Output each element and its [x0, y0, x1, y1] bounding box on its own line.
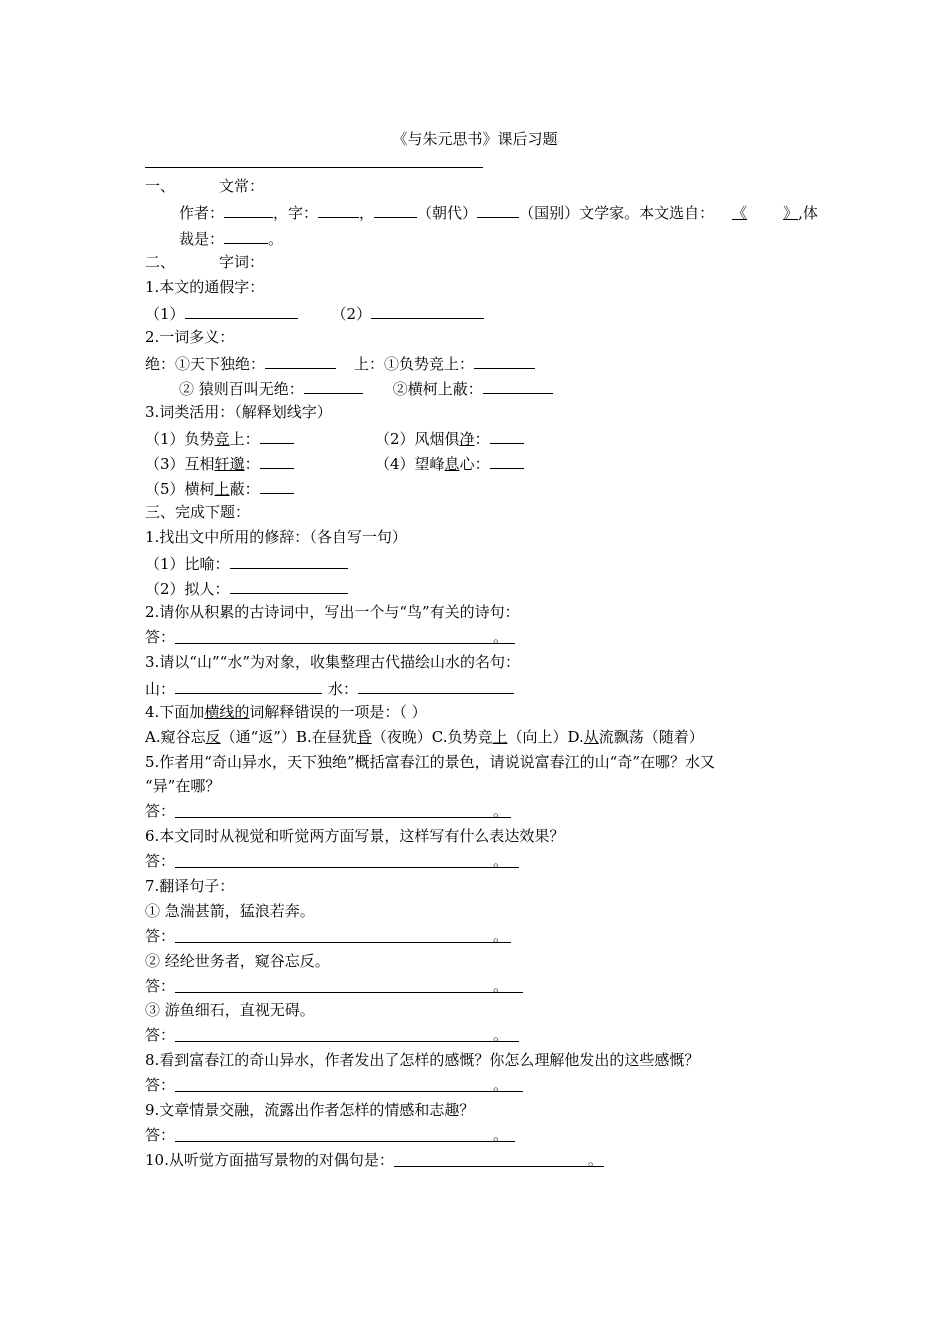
answer-line [145, 801, 511, 821]
answer-blank[interactable] [175, 627, 515, 644]
underlined-word: 昏 [356, 728, 372, 746]
genre-line [179, 227, 283, 249]
answer-line [145, 1075, 523, 1095]
question-text: 3.请以“山”“水”为对象，收集整理古代描绘山水的名句： [145, 653, 520, 671]
item-label: 心： [459, 455, 490, 473]
period: 。 [587, 1151, 603, 1169]
section-1-heading [145, 176, 264, 196]
period: 。 [493, 927, 509, 945]
answer-label: 答： [145, 1076, 176, 1094]
answer-blank[interactable] [474, 352, 535, 369]
rhetoric-personification [145, 577, 348, 599]
question-4-options [145, 727, 704, 747]
answer-label: 答： [145, 1126, 176, 1144]
answer-blank[interactable] [260, 452, 294, 469]
period: 。 [493, 977, 509, 995]
item-label: ②横柯上蔽： [392, 380, 483, 398]
item-label: （1） [145, 305, 185, 323]
genre-label: 裁是： [179, 230, 225, 248]
translation-item: ③ 游鱼细石，直视无碍。 [145, 1001, 315, 1019]
genre-blank[interactable] [224, 227, 268, 244]
question-text: 5.作者用“奇山异水，天下独绝”概括富春江的景色，请说说富春江的山“奇”在哪？水又 [145, 753, 715, 771]
genre-label-start: ,体 [798, 204, 818, 222]
item-label: （1）负势 [145, 430, 215, 448]
section-2-number: 二、 [145, 253, 176, 271]
item-label: （2）拟人： [145, 580, 230, 598]
underlined-word: 反 [205, 728, 221, 746]
question-text: 6.本文同时从视觉和听觉两方面写景，这样写有什么表达效果？ [145, 827, 565, 845]
period: 。 [493, 1026, 509, 1044]
question-4 [145, 702, 427, 722]
word-class-row-1 [145, 427, 294, 449]
answer-blank[interactable] [358, 677, 514, 694]
answer-blank[interactable] [175, 1125, 515, 1142]
title-divider [145, 167, 483, 168]
answer-blank[interactable] [185, 302, 298, 319]
answer-blank[interactable] [260, 427, 294, 444]
tongjia-answers [145, 302, 484, 324]
answer-line [145, 627, 515, 647]
answer-line [145, 976, 523, 996]
answer-line [145, 926, 511, 946]
item-label: ： [244, 455, 260, 473]
dynasty-blank[interactable] [374, 201, 417, 218]
item-label: （2）风烟俱 [375, 430, 460, 448]
author-label: 作者： [179, 204, 225, 222]
dynasty-label: （朝代） [417, 204, 478, 222]
underlined-word: 从 [583, 728, 599, 746]
period: 。 [493, 1076, 509, 1094]
answer-blank[interactable] [175, 926, 511, 943]
page-title: 《与朱元思书》课后习题 [392, 130, 558, 148]
item-label: （1）比喻： [145, 555, 230, 573]
section-2-heading [145, 252, 264, 272]
answer-line [145, 1025, 519, 1045]
question-text: 9.文章情景交融，流露出作者怎样的情感和志趣？ [145, 1101, 475, 1119]
answer-label: 答： [145, 1026, 176, 1044]
period: 。 [493, 852, 509, 870]
answer-blank[interactable] [260, 477, 294, 494]
period: 。 [493, 628, 509, 646]
item-label: （3）互相 [145, 455, 215, 473]
underlined-word: 息 [444, 455, 460, 473]
book-open-mark: 《 [732, 204, 748, 222]
word-class-row-1b [375, 427, 524, 449]
source-blank[interactable] [732, 204, 798, 222]
underlined-word: 竞 [214, 430, 230, 448]
underlined-word: 轩邈 [214, 455, 245, 473]
option-c: （夜晚）C.负势竞 [371, 728, 493, 746]
question-text: 4.下面加 [145, 703, 205, 721]
underlined-word: 净 [459, 430, 475, 448]
word-class-row-3 [145, 477, 294, 499]
answer-blank[interactable] [371, 302, 484, 319]
section-3-heading: 三、完成下题： [145, 503, 251, 521]
underlined-word: 上 [214, 480, 230, 498]
translation-item: ② 经纶世务者，窥谷忘反。 [145, 952, 330, 970]
polysemy-row-1 [145, 352, 535, 374]
answer-label: 答： [145, 927, 176, 945]
answer-line [145, 1125, 515, 1145]
author-line [179, 201, 818, 223]
underlined-word: 上 [492, 728, 508, 746]
courtesy-name-blank[interactable] [318, 201, 359, 218]
courtesy-name-label: ，字： [273, 204, 319, 222]
mountain-water-line [145, 677, 514, 699]
comma: ， [359, 204, 375, 222]
item-label: 绝：①天下独绝： [145, 355, 266, 373]
answer-blank[interactable] [304, 377, 363, 394]
period: 。 [268, 230, 284, 248]
answer-label: 答： [145, 977, 176, 995]
item-label: （2） [331, 305, 372, 323]
rhetoric-simile [145, 552, 348, 574]
answer-blank[interactable] [175, 1075, 523, 1092]
answer-label: 答： [145, 852, 176, 870]
question-text: 7.翻译句子： [145, 877, 235, 895]
polysemy-row-2 [179, 377, 553, 399]
question-text: 2.一词多义： [145, 328, 235, 346]
answer-blank[interactable] [175, 801, 511, 818]
answer-line [145, 851, 519, 871]
question-text: 8.看到富春江的奇山异水，作者发出了怎样的感慨？你怎么理解他发出的这些感慨？ [145, 1051, 700, 1069]
answer-blank[interactable] [175, 677, 322, 694]
book-close-mark: 》 [783, 204, 799, 222]
section-2-label: 字词： [219, 253, 265, 271]
item-label: 蔽： [229, 480, 260, 498]
item-label: 上：①负势竞上： [354, 355, 475, 373]
period: 。 [493, 802, 509, 820]
question-text: 3.词类活用：（解释划线字） [145, 403, 332, 421]
answer-blank[interactable] [175, 1025, 519, 1042]
item-label: 上： [229, 430, 260, 448]
option-d: （向上）D. [507, 728, 584, 746]
option-d-text: 流飘荡（随着） [598, 728, 704, 746]
answer-blank[interactable] [483, 377, 553, 394]
option-b: （通“返”）B.在昼犹 [220, 728, 357, 746]
answer-blank[interactable] [394, 1150, 604, 1167]
item-label: 山： [145, 680, 176, 698]
word-class-row-2b [375, 452, 524, 474]
section-1-number: 一、 [145, 177, 176, 195]
answer-blank[interactable] [490, 452, 524, 469]
answer-blank[interactable] [175, 851, 519, 868]
item-label: ： [474, 430, 490, 448]
word-class-row-2 [145, 452, 294, 474]
answer-blank[interactable] [230, 577, 348, 594]
question-text: 10.从听觉方面描写景物的对偶句是： [145, 1151, 394, 1169]
item-label: ② 猿则百叫无绝： [179, 380, 304, 398]
question-text: 2.请你从积累的古诗词中，写出一个与“鸟”有关的诗句： [145, 603, 520, 621]
author-blank[interactable] [224, 201, 273, 218]
source-label: （国别）文学家。本文选自： [519, 204, 715, 222]
section-1-label: 文常： [219, 177, 265, 195]
item-label: （5）横柯 [145, 480, 215, 498]
period: 。 [493, 1126, 509, 1144]
answer-blank[interactable] [230, 552, 348, 569]
option-a: A.窥谷忘 [145, 728, 206, 746]
answer-blank[interactable] [175, 976, 523, 993]
item-label: （4）望峰 [375, 455, 445, 473]
answer-label: 答： [145, 802, 176, 820]
answer-label: 答： [145, 628, 176, 646]
underlined-word: 横线的 [204, 703, 250, 721]
country-blank[interactable] [477, 201, 519, 218]
question-text: 1.本文的通假字： [145, 278, 265, 296]
question-text: 1.找出文中所用的修辞：（各自写一句） [145, 528, 407, 546]
answer-blank[interactable] [265, 352, 336, 369]
question-text: “异”在哪？ [145, 777, 221, 795]
question-text: 词解释错误的一项是：（ ） [249, 703, 427, 721]
translation-item: ① 急湍甚箭，猛浪若奔。 [145, 902, 315, 920]
item-label: 水： [328, 680, 359, 698]
answer-blank[interactable] [490, 427, 524, 444]
question-10 [145, 1150, 604, 1170]
